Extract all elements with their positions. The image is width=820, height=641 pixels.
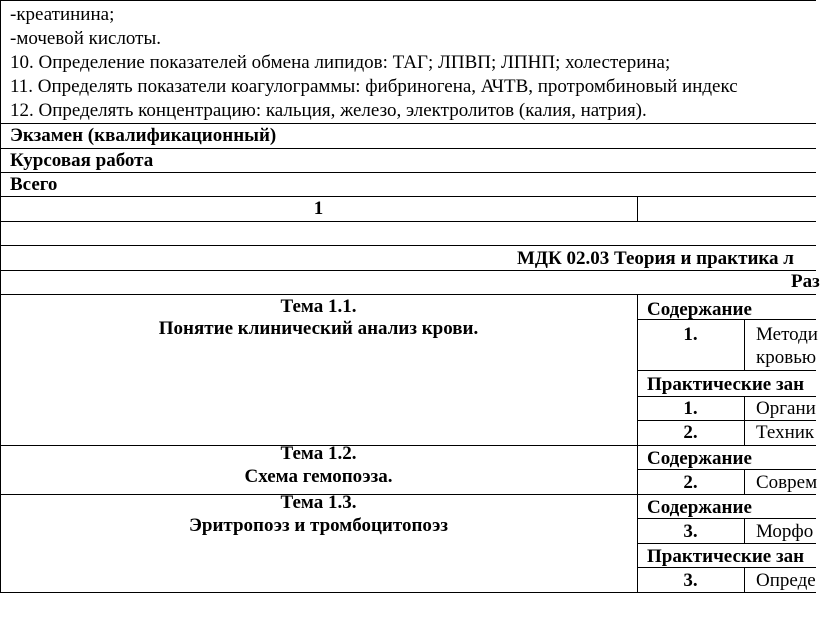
row-divider: [0, 172, 816, 173]
column-divider: [744, 319, 745, 371]
table-border-top: [0, 0, 816, 1]
topic-1-2-item-text: Соврем: [756, 472, 818, 493]
topic-1-1-item-text-2: кровью: [756, 347, 817, 368]
intro-line-2: -мочевой кислоты.: [10, 28, 161, 49]
row-divider: [637, 370, 816, 371]
column-divider: [744, 567, 745, 593]
topic-1-2-title: Тема 1.2.: [280, 443, 357, 464]
topic-1-2-content-header: Содержание: [647, 448, 752, 469]
column-divider: [744, 469, 745, 494]
topic-1-1-practice-text-1: Органи: [756, 398, 816, 419]
topic-1-1-content-header: Содержание: [647, 299, 752, 320]
topic-1-3-practice-text: Опреде: [756, 570, 816, 591]
intro-line-4: 11. Определять показатели коагулограммы: фибриногена, АЧТВ, протромбиновый индекс: [10, 76, 738, 97]
topic-1-1-item-text: Методи: [756, 324, 818, 345]
total-row-label: Всего: [10, 174, 58, 195]
column-number: 1: [313, 198, 324, 219]
topic-1-1-practice-number-1: 1.: [683, 398, 698, 419]
intro-line-5: 12. Определять концентрацию: кальция, железо, электролитов (калия, натрия).: [10, 100, 647, 121]
topic-1-3-practice-number: 3.: [683, 570, 698, 591]
row-divider: [0, 294, 816, 295]
topic-1-3-item-number: 3.: [683, 521, 698, 542]
table-border-bottom: [0, 592, 816, 593]
mdk-title: МДК 02.03 Теория и практика л: [517, 248, 794, 269]
topic-1-3-content-header: Содержание: [647, 497, 752, 518]
row-divider: [637, 420, 816, 421]
topic-1-3-item-text: Морфо: [756, 521, 814, 542]
topic-1-3-practice-header: Практические зан: [647, 546, 805, 567]
row-divider: [0, 148, 816, 149]
column-divider: [744, 396, 745, 446]
coursework-row-label: Курсовая работа: [10, 150, 154, 171]
section-title: Раз: [791, 271, 820, 292]
column-divider: [637, 196, 638, 221]
topic-1-1-practice-text-2: Техник: [756, 422, 815, 443]
topic-1-3-title: Тема 1.3.: [280, 492, 357, 513]
topic-1-3-subtitle: Эритропоэз и тромбоцитопоэз: [189, 515, 448, 536]
column-divider: [744, 518, 745, 543]
row-divider: [0, 270, 816, 271]
topic-1-1-subtitle: Понятие клинический анализ крови.: [158, 318, 479, 339]
topic-1-1-item-number: 1.: [683, 324, 698, 345]
topic-1-2-item-number: 2.: [683, 472, 698, 493]
row-divider: [637, 543, 816, 544]
intro-line-1: -креатинина;: [10, 4, 115, 25]
topic-1-1-practice-header: Практические зан: [647, 374, 805, 395]
row-divider: [637, 396, 816, 397]
row-divider: [0, 196, 816, 197]
exam-row-label: Экзамен (квалификационный): [10, 125, 277, 146]
intro-line-3: 10. Определение показателей обмена липидов: ТАГ; ЛПВП; ЛПНП; холестерина;: [10, 52, 671, 73]
row-divider: [0, 245, 816, 246]
topic-1-1-title: Тема 1.1.: [280, 296, 357, 317]
row-divider: [0, 221, 816, 222]
topic-1-2-subtitle: Схема гемопоэза.: [244, 466, 393, 487]
row-divider: [0, 123, 816, 124]
topic-1-1-practice-number-2: 2.: [683, 422, 698, 443]
